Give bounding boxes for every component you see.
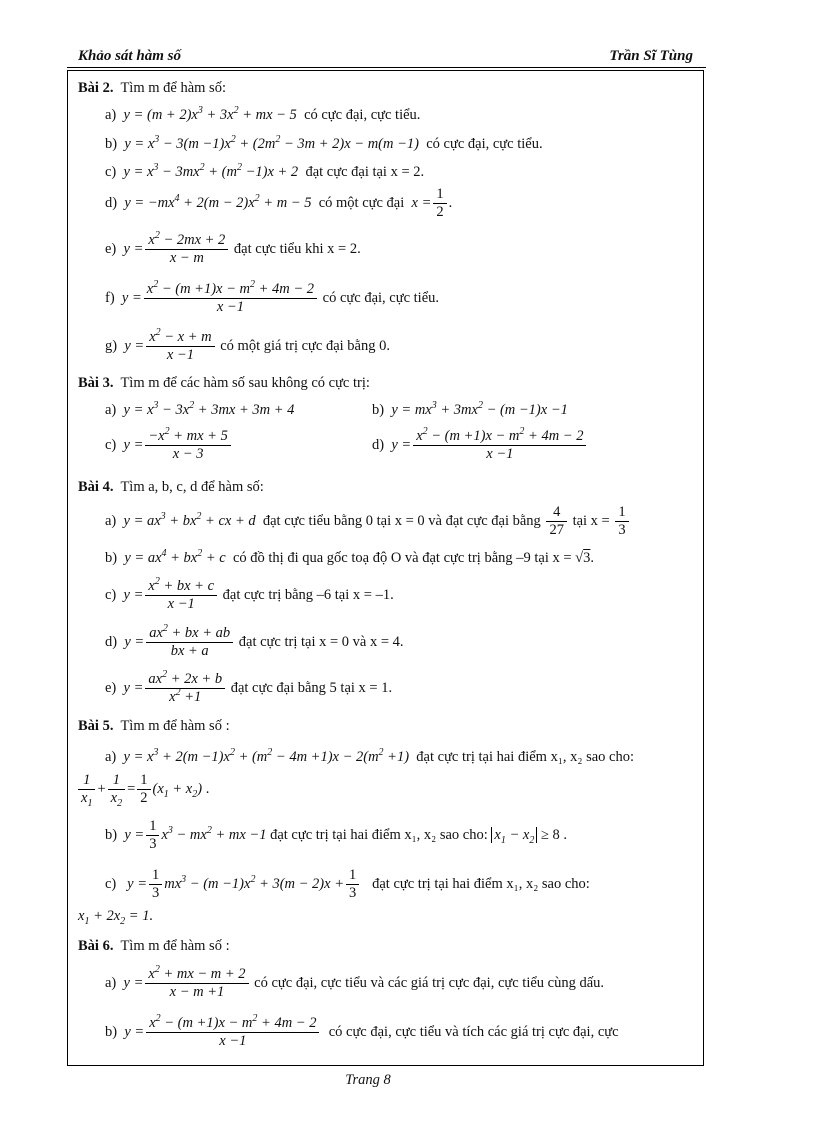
bai5-title: Bài 5. (78, 718, 114, 734)
item-text: có một giá trị cực đại bằng 0. (220, 337, 390, 354)
formula: $y = x^3 - 3x^2 + 3mx + 3m + 4$ (123, 400, 295, 418)
fraction: $\frac{ax^2 + bx + ab}{bx + a}$ (146, 625, 233, 660)
bai4-intro: Tìm a, b, c, d để hàm số: (120, 479, 264, 495)
item-label: c) (105, 875, 117, 892)
item-label: c) (105, 164, 117, 180)
bai3-heading (78, 375, 370, 392)
bai6-intro: Tìm m để hàm số : (120, 938, 230, 954)
item-text: có đồ thị đi qua gốc toạ độ O và đạt cực trị bằng –9 tại x = (232, 550, 572, 566)
item-label: e) (105, 679, 117, 696)
bai4-a (105, 504, 631, 539)
formula: $y = ax^3 + bx^2$ + cx + d (123, 510, 256, 529)
item-label: d) (105, 633, 118, 650)
bai5-intro: Tìm m để hàm số : (120, 718, 230, 734)
formula: $y = ax^4 + bx^2 + c$ (124, 548, 226, 566)
fraction: $\frac{x^2 + bx + c}{x -1}$ (145, 578, 217, 613)
item-label: g) (105, 337, 118, 354)
item-text: đạt cực trị tại hai điểm x₁, x₂ sao cho: (372, 875, 590, 892)
fraction: $\frac{1}{3}$ (149, 867, 162, 902)
item-text: đạt cực trị tại x = 0 và x = 4. (238, 633, 404, 650)
formula: $x_1 - x_2$ (491, 827, 537, 843)
fraction: $\frac{x^2 - x + m}{x -1}$ (146, 329, 214, 364)
bai5-c-condition: $x_1 + 2x_2 = 1$. (78, 908, 154, 927)
fraction: $\frac{4}{27}$ (546, 504, 567, 539)
bai5-c: c) y = $\frac{1}{3}$ $mx^3 - (m -1)x^2 + 3(m - 2)x$ + $\frac{1}{3}$ đạt cực trị tại hai điểm x₁, x₂ sao cho: (105, 867, 590, 901)
formula: $mx^3 - (m -1)x^2 + 3(m - 2)x$ + (164, 873, 344, 892)
fraction: $\frac{x^2 - (m +1)x - m^2 + 4m - 2}{x -1}$ (146, 1015, 319, 1050)
bai2-e: e) y = $\frac{x^2 - 2mx + 2}{x - m}$ đạt cực tiểu khi x = 2. (105, 230, 361, 266)
item-label: d) (105, 194, 118, 211)
fraction: $\frac{x^2 - (m +1)x - m^2 + 4m - 2}{x -1}$ (413, 428, 586, 463)
bai2-g: g) y = $\frac{x^2 - x + m}{x -1}$ có một giá trị cực đại bằng 0. (105, 327, 390, 363)
bai4-heading (78, 479, 264, 496)
bai2-d: d) $y = -mx^4 + 2(m - 2)x^2 + m - 5$ có một cực đại x = $\frac{1}{2}$ . (105, 186, 453, 220)
item-text: đạt cực tiểu khi x = 2. (233, 240, 361, 257)
formula: $y = x^3 + 2(m -1)x^2 + (m^2 - 4m +1)x - 2(m^2 +1)$ (123, 747, 410, 765)
item-text: đạt cực tiểu bằng 0 tại x = 0 và đạt cực đại bằng (262, 512, 541, 529)
item-label: f) (105, 289, 115, 306)
bai5-heading (78, 718, 230, 735)
bai2-a (105, 107, 420, 124)
fraction: $\frac{x^2 + mx - m + 2}{x - m +1}$ (145, 966, 248, 1001)
formula: $x^3 - mx^2$ + mx −1 (161, 824, 267, 843)
item-text: có cực đại, cực tiểu và các giá trị cực đại, cực tiểu cùng dấu. (254, 974, 605, 991)
header-left: Khảo sát hàm số (78, 48, 181, 64)
item-label: b) (372, 402, 385, 418)
formula: $y = (m + 2)x^3 + 3x^2$ + mx − 5 (123, 105, 297, 123)
item-label: a) (105, 512, 117, 529)
item-label: b) (105, 550, 118, 566)
bai2-b (105, 136, 543, 153)
fraction: $\frac{1}{3}$ (146, 818, 159, 853)
item-text: đạt cực trị tại hai điểm x₁, x₂ sao cho: (270, 826, 488, 843)
bai5-a-condition: $\frac{1}{x_1}$ + $\frac{1}{x_2}$ = $\frac{1}{2}$ $(x_1 + x_2)$ . (76, 772, 209, 807)
bai3-title: Bài 3. (78, 375, 114, 391)
bai5-a (105, 749, 634, 766)
item-text: có cực đại, cực tiểu. (426, 136, 543, 152)
formula: $y = x^3 - 3(m -1)x^2 + (2m^2 - 3m + 2)x - m(m -1)$ (124, 134, 419, 152)
item-text: có cực đại, cực tiểu. (304, 107, 421, 123)
header-rule (67, 67, 706, 68)
fraction: $\frac{x^2 - 2mx + 2}{x - m}$ (145, 232, 228, 267)
bai2-intro: Tìm m để hàm số: (120, 80, 226, 96)
item-text: đạt cực trị bằng –6 tại x = –1. (222, 586, 394, 603)
bai2-title: Bài 2. (78, 80, 114, 96)
item-label: a) (105, 749, 117, 765)
bai2-heading (78, 80, 226, 97)
formula: $y = mx^3 + 3mx^2 - (m -1)x -1$ (391, 400, 568, 418)
bai3-b (372, 402, 568, 419)
fraction: $\frac{1}{3}$ (615, 504, 628, 539)
item-label: b) (105, 826, 118, 843)
item-text: đạt cực đại bằng 5 tại x = 1. (230, 679, 393, 696)
fraction: $\frac{1}{2}$ (433, 186, 446, 221)
bai6-a: a) y = $\frac{x^2 + mx - m + 2}{x - m +1}$ có cực đại, cực tiểu và các giá trị cực đại, cực tiểu cùng dấu. (105, 964, 605, 1000)
item-label: b) (105, 1023, 118, 1040)
fraction: $\frac{1}{3}$ (346, 867, 359, 902)
bai2-f: f) y = $\frac{x^2 - (m +1)x - m^2 + 4m - 2}{x -1}$ có cực đại, cực tiểu. (105, 279, 440, 315)
item-label: d) (372, 436, 385, 453)
formula: $y = x^3 - 3mx^2 + (m^2 -1)x + 2$ (123, 162, 299, 180)
item-label: a) (105, 107, 117, 123)
bai4-title: Bài 4. (78, 479, 114, 495)
item-label: a) (105, 402, 117, 418)
bai3-c: c) y = $\frac{-x^2 + mx + 5}{x - 3}$ (105, 428, 233, 463)
item-text: có cực đại, cực tiểu và tích các giá trị cực đại, cực (328, 1023, 619, 1040)
item-label: c) (105, 586, 117, 603)
bai4-d: d) y = $\frac{ax^2 + bx + ab}{bx + a}$ đạt cực trị tại x = 0 và x = 4. (105, 623, 404, 659)
page-footer: Trang 8 (345, 1072, 391, 1088)
bai6-title: Bài 6. (78, 938, 114, 954)
item-label: b) (105, 136, 118, 152)
bai5-b: b) y = $\frac{1}{3}$ $x^3 - mx^2$ + mx −1 đạt cực trị tại hai điểm x₁, x₂ sao cho: $x_1 - x_2 \ge 8$ . (105, 818, 568, 852)
item-label: e) (105, 240, 117, 257)
bai3-intro: Tìm m để các hàm số sau không có cực trị: (120, 375, 370, 391)
bai4-b: b) $y = ax^4 + bx^2 + c$ có đồ thị đi qua gốc toạ độ O và đạt cực trị bằng –9 tại x = √3. (105, 548, 595, 566)
bai4-e: e) y = $\frac{ax^2 + 2x + b}{x^2 +1}$ đạt cực đại bằng 5 tại x = 1. (105, 669, 393, 705)
bai2-c (105, 164, 424, 181)
fraction: $\frac{ax^2 + 2x + b}{x^2 +1}$ (145, 671, 225, 706)
bai6-b: b) y = $\frac{x^2 - (m +1)x - m^2 + 4m - 2}{x -1}$ có cực đại, cực tiểu và tích các giá trị cực đại, cực (105, 1013, 619, 1049)
item-text: tại x = (572, 512, 610, 529)
fraction: $\frac{-x^2 + mx + 5}{x - 3}$ (145, 428, 230, 463)
formula: x = (411, 194, 432, 211)
formula: $y = -mx^4 + 2(m - 2)x^2 + m - 5$ (124, 192, 312, 211)
bai3-d: d) y = $\frac{x^2 - (m +1)x - m^2 + 4m - 2}{x -1}$ (372, 428, 588, 463)
header-right: Trần Sĩ Tùng (609, 48, 693, 64)
item-text: đạt cực đại tại x = 2. (305, 164, 425, 180)
item-label: a) (105, 974, 117, 991)
bai4-c: c) y = $\frac{x^2 + bx + c}{x -1}$ đạt cực trị bằng –6 tại x = –1. (105, 576, 394, 612)
item-text: có cực đại, cực tiểu. (322, 289, 440, 306)
item-label: c) (105, 436, 117, 453)
formula: √3 (575, 550, 591, 566)
fraction: $\frac{x^2 - (m +1)x - m^2 + 4m - 2}{x -1}$ (144, 281, 317, 316)
bai3-a (105, 402, 294, 419)
item-text: có một cực đại (318, 194, 405, 211)
bai6-heading (78, 938, 230, 955)
item-text: đạt cực trị tại hai điểm x₁, x₂ sao cho: (416, 749, 634, 765)
